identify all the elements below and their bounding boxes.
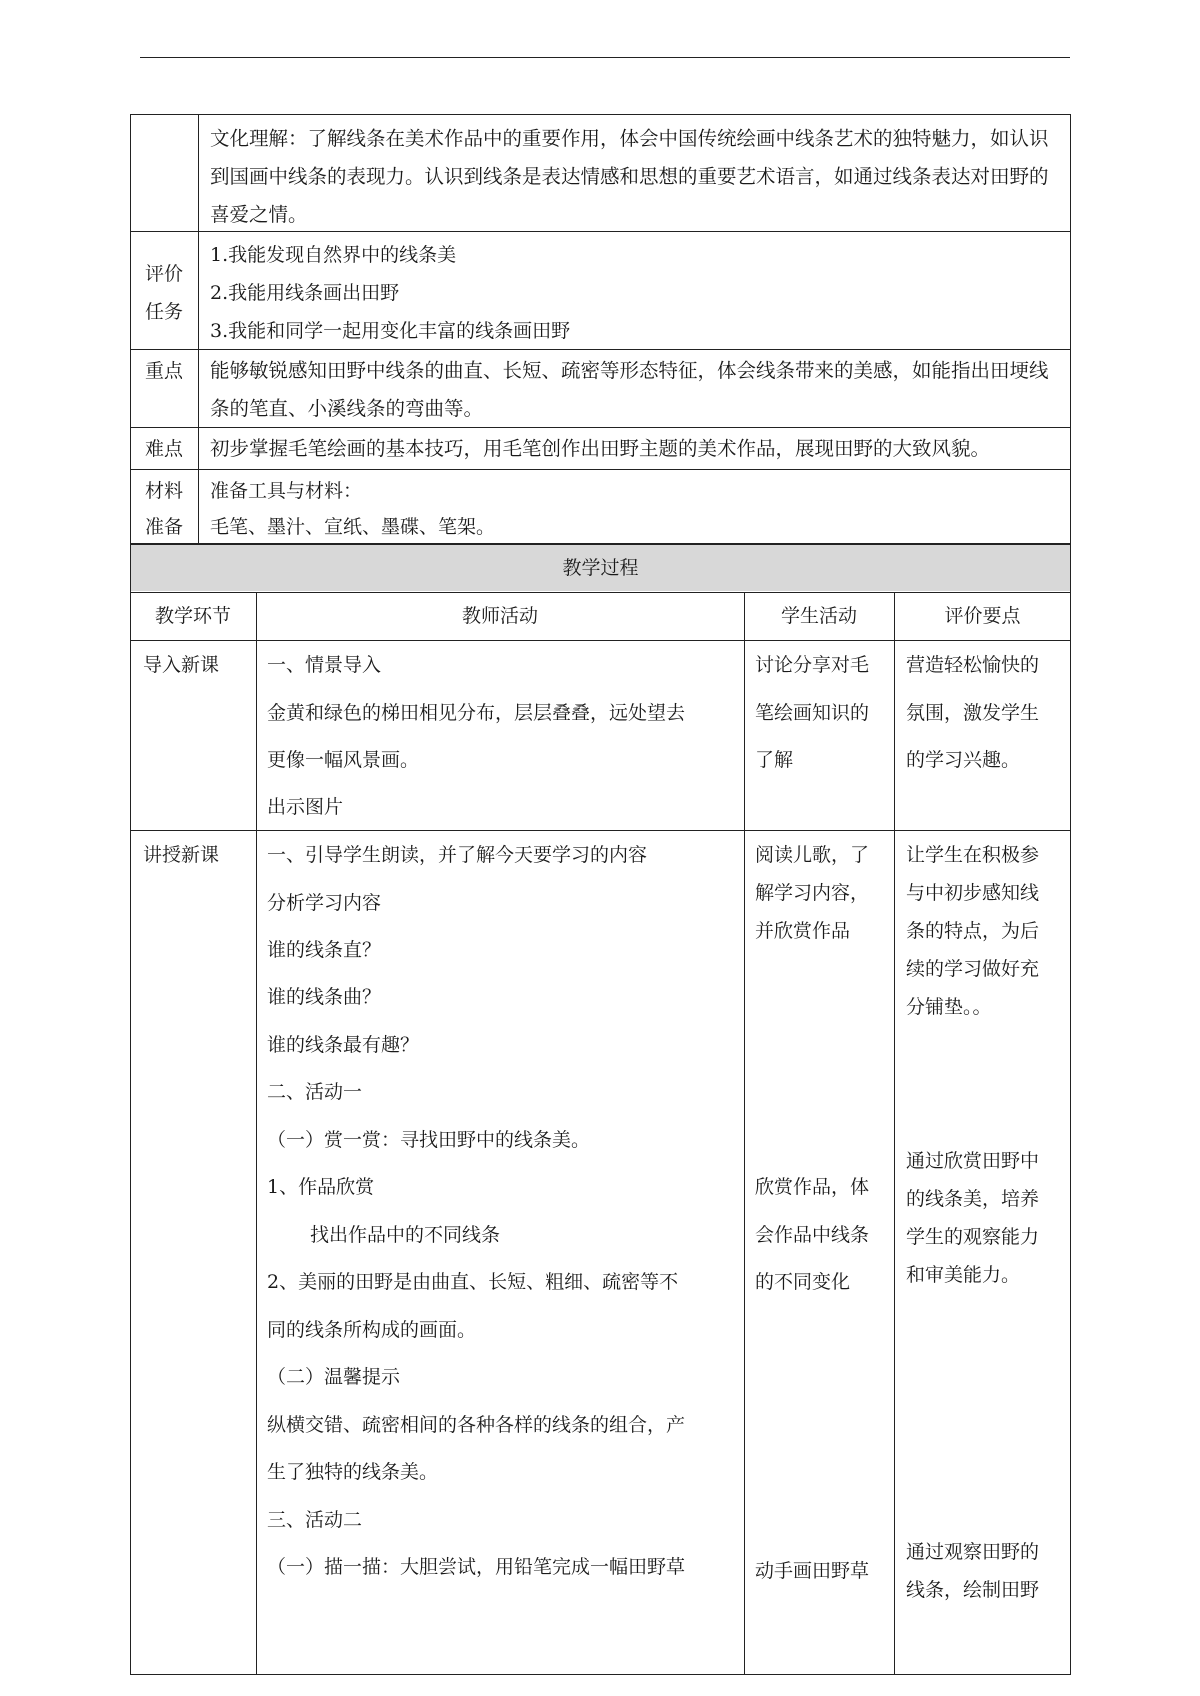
eval-line: 线条，绘制田野 xyxy=(906,1579,1040,1601)
material-label-1: 材料 xyxy=(145,480,184,502)
teacher-line: 1、作品欣赏 xyxy=(267,1176,375,1198)
eval-line: 通过观察田野的 xyxy=(906,1541,1040,1563)
header-rule xyxy=(140,57,1070,58)
eval-line: 让学生在积极参 xyxy=(906,844,1040,866)
student-line: 讨论分享对毛 xyxy=(755,654,870,676)
col-divider xyxy=(256,592,257,1675)
key-text: 能够敏锐感知田野中线条的曲直、长短、疏密等形态特征，体会线条带来的美感，如能指出田埂线条的笔直、小溪线条的弯曲等。 xyxy=(210,359,1049,420)
student-line: 笔绘画知识的 xyxy=(755,702,870,724)
culture-text: 文化理解：了解线条在美术作品中的重要作用，体会中国传统绘画中线条艺术的独特魅力，如认识到国画中线条的表现力。认识到线条是表达情感和思想的重要艺术语言，如通过线条表达对田野的喜爱之情。 xyxy=(210,127,1049,226)
eval-line: 条的特点，为后 xyxy=(906,920,1040,942)
eval-line: 和审美能力。 xyxy=(906,1264,1021,1286)
eval-item-1: 1.我能发现自然界中的线条美 xyxy=(210,244,457,266)
teacher-line: 二、活动一 xyxy=(267,1081,363,1103)
stage-lecture: 讲授新课 xyxy=(143,844,220,866)
eval-line: 学生的观察能力 xyxy=(906,1226,1040,1248)
student-line: 欣赏作品，体 xyxy=(755,1176,870,1198)
student-line: 了解 xyxy=(755,749,794,771)
process-title: 教学过程 xyxy=(562,557,639,579)
eval-label-1: 评价 xyxy=(145,263,184,285)
stage-intro: 导入新课 xyxy=(143,654,220,676)
eval-line: 分铺垫。。 xyxy=(906,996,992,1018)
teacher-line: 更像一幅风景画。 xyxy=(267,749,420,771)
title-divider xyxy=(130,592,1071,593)
teacher-line: （一）描一描：大胆尝试，用铅笔完成一幅田野草 xyxy=(267,1556,686,1578)
header-stage: 教学环节 xyxy=(154,605,231,627)
teacher-line: 同的线条所构成的画面。 xyxy=(267,1319,477,1341)
eval-line: 续的学习做好充 xyxy=(906,958,1040,980)
teacher-line: 纵横交错、疏密相间的各种各样的线条的组合，产 xyxy=(267,1414,686,1436)
teacher-line: （二）温馨提示 xyxy=(267,1366,401,1388)
teacher-line: 2、美丽的田野是由曲直、长短、粗细、疏密等不 xyxy=(267,1271,679,1293)
row-divider xyxy=(130,469,1071,470)
col-divider xyxy=(744,592,745,1675)
eval-item-2: 2.我能用线条画出田野 xyxy=(210,282,400,304)
student-line: 解学习内容， xyxy=(755,882,870,904)
teacher-line: 金黄和绿色的梯田相见分布，层层叠叠，远处望去 xyxy=(267,702,686,724)
material-label-2: 准备 xyxy=(145,516,184,538)
eval-item-3: 3.我能和同学一起用变化丰富的线条画田野 xyxy=(210,320,571,342)
student-line: 阅读儿歌，了 xyxy=(755,844,870,866)
teacher-line: 谁的线条直？ xyxy=(267,939,382,961)
eval-line: 氛围，激发学生 xyxy=(906,702,1040,724)
teacher-line: 三、活动二 xyxy=(267,1509,363,1531)
row-divider xyxy=(130,830,1071,831)
student-line: 动手画田野草 xyxy=(755,1560,870,1582)
diff-text: 初步掌握毛笔绘画的基本技巧，用毛笔创作出田野主题的美术作品，展现田野的大致风貌。 xyxy=(210,437,991,460)
material-line-1: 准备工具与材料： xyxy=(210,480,363,502)
teacher-line: （一）赏一赏：寻找田野中的线条美。 xyxy=(267,1129,591,1151)
teacher-line: 分析学习内容 xyxy=(267,892,382,914)
col-divider xyxy=(894,592,895,1675)
teacher-line: 生了独特的线条美。 xyxy=(267,1461,439,1483)
eval-line: 通过欣赏田野中 xyxy=(906,1150,1040,1172)
eval-line: 的学习兴趣。 xyxy=(906,749,1021,771)
header-student: 学生活动 xyxy=(780,605,857,627)
student-line: 会作品中线条 xyxy=(755,1224,870,1246)
key-label: 重点 xyxy=(145,360,184,382)
eval-line: 的线条美，培养 xyxy=(906,1188,1040,1210)
eval-label-2: 任务 xyxy=(145,301,184,323)
header-divider xyxy=(130,640,1071,641)
top-table-divider xyxy=(198,114,199,544)
eval-line: 营造轻松愉快的 xyxy=(906,654,1040,676)
student-line: 并欣赏作品 xyxy=(755,920,851,942)
eval-line: 与中初步感知线 xyxy=(906,882,1040,904)
header-teacher: 教师活动 xyxy=(461,605,538,627)
material-line-2: 毛笔、墨汁、宣纸、墨碟、笔架。 xyxy=(210,516,496,538)
diff-label: 难点 xyxy=(145,438,184,460)
student-line: 的不同变化 xyxy=(755,1271,851,1293)
teacher-line: 找出作品中的不同线条 xyxy=(310,1224,501,1246)
teacher-line: 一、引导学生朗读，并了解今天要学习的内容 xyxy=(267,844,648,866)
header-eval: 评价要点 xyxy=(944,605,1021,627)
teacher-line: 谁的线条最有趣？ xyxy=(267,1034,420,1056)
teacher-line: 一、情景导入 xyxy=(267,654,382,676)
teacher-line: 谁的线条曲？ xyxy=(267,986,382,1008)
teacher-line: 出示图片 xyxy=(267,796,344,818)
